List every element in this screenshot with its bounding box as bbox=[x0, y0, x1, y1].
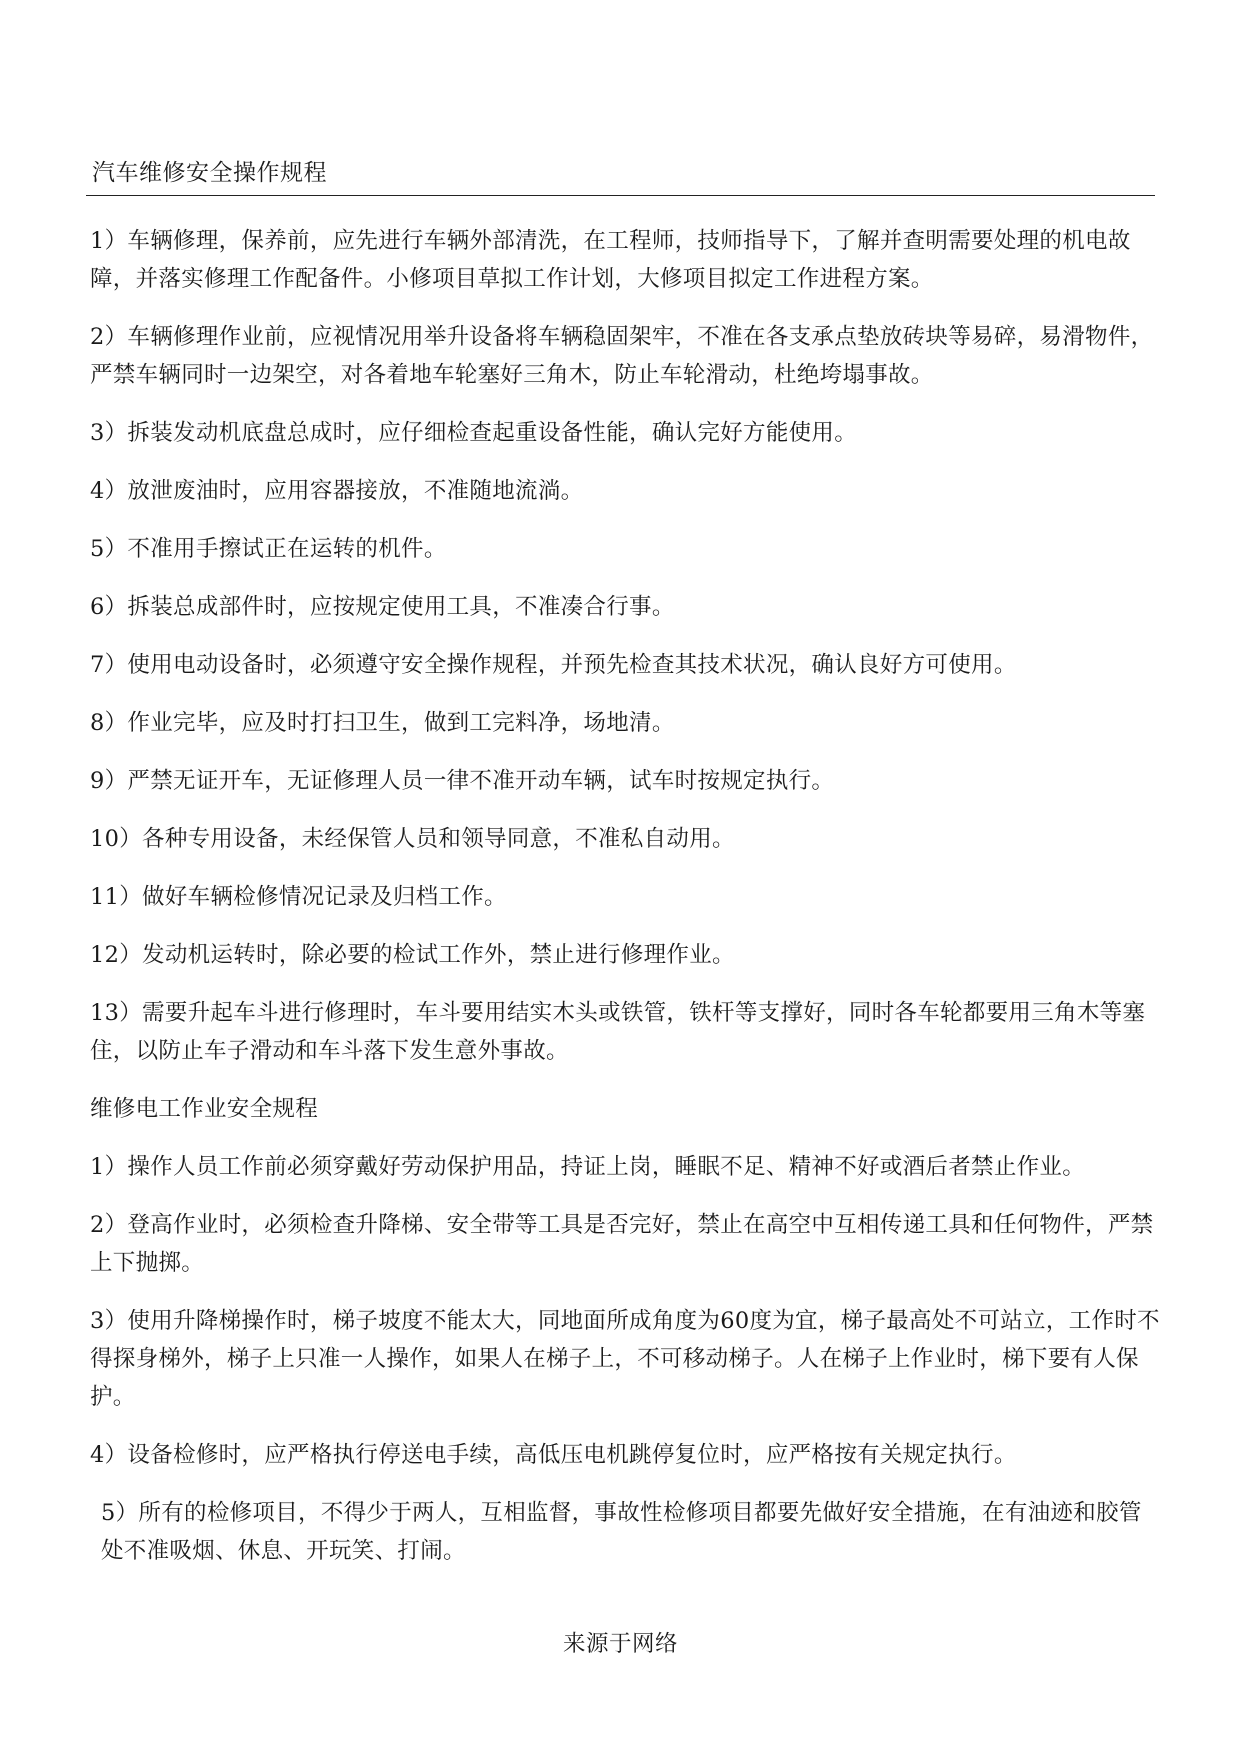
rule-item: 4）设备检修时，应严格执行停送电手续，高低压电机跳停复位时，应严格按有关规定执行。 bbox=[90, 1442, 1017, 1468]
rule-item: 3）使用升降梯操作时，梯子坡度不能太大，同地面所成角度为60度为宜，梯子最高处不可站立，工作时不得探身梯外，梯子上只准一人操作，如果人在梯子上，不可移动梯子。人在梯子上作业时，梯下要有人保护。 bbox=[90, 1308, 1160, 1410]
rule-item: 1）操作人员工作前必须穿戴好劳动保护用品，持证上岗，睡眠不足、精神不好或酒后者禁止作业。 bbox=[90, 1154, 1086, 1180]
section-title: 维修电工作业安全规程 bbox=[90, 1096, 319, 1122]
rule-item: 5）所有的检修项目，不得少于两人，互相监督，事故性检修项目都要先做好安全措施，在有油迹和胶管处不准吸烟、休息、开玩笑、打闹。 bbox=[101, 1500, 1142, 1564]
rule-item: 3）拆装发动机底盘总成时，应仔细检查起重设备性能，确认完好方能使用。 bbox=[90, 420, 858, 446]
rule-item: 2）登高作业时，必须检查升降梯、安全带等工具是否完好，禁止在高空中互相传递工具和任何物件，严禁上下抛掷。 bbox=[90, 1212, 1154, 1276]
rule-item: 8）作业完毕，应及时打扫卫生，做到工完料净，场地清。 bbox=[90, 710, 675, 736]
rule-item: 11）做好车辆检修情况记录及归档工作。 bbox=[90, 884, 507, 910]
rule-item: 9）严禁无证开车，无证修理人员一律不准开动车辆，试车时按规定执行。 bbox=[90, 768, 835, 794]
rule-item: 13）需要升起车斗进行修理时，车斗要用结实木头或铁管，铁杆等支撑好，同时各车轮都要用三角木等塞住，以防止车子滑动和车斗落下发生意外事故。 bbox=[90, 1000, 1146, 1064]
header-divider bbox=[86, 195, 1155, 196]
rule-item: 10）各种专用设备，未经保管人员和领导同意，不准私自动用。 bbox=[90, 826, 735, 852]
document-header-title: 汽车维修安全操作规程 bbox=[92, 160, 327, 186]
document-body bbox=[90, 222, 1160, 1590]
rule-item: 2）车辆修理作业前，应视情况用举升设备将车辆稳固架牢，不准在各支承点垫放砖块等易碎，易滑物件，严禁车辆同时一边架空，对各着地车轮塞好三角木，防止车轮滑动，杜绝垮塌事故。 bbox=[90, 324, 1154, 388]
rule-item: 12）发动机运转时，除必要的检试工作外，禁止进行修理作业。 bbox=[90, 942, 735, 968]
rule-item: 1）车辆修理，保养前，应先进行车辆外部清洗，在工程师，技师指导下，了解并查明需要处理的机电故障，并落实修理工作配备件。小修项目草拟工作计划，大修项目拟定工作进程方案。 bbox=[90, 228, 1131, 292]
rule-item: 4）放泄废油时，应用容器接放，不准随地流淌。 bbox=[90, 478, 584, 504]
source-footer: 来源于网络 bbox=[562, 1631, 678, 1657]
rule-item: 6）拆装总成部件时，应按规定使用工具，不准凑合行事。 bbox=[90, 594, 675, 620]
rule-item: 7）使用电动设备时，必须遵守安全操作规程，并预先检查其技术状况，确认良好方可使用。 bbox=[90, 652, 1017, 678]
rule-item: 5）不准用手擦试正在运转的机件。 bbox=[90, 536, 447, 562]
